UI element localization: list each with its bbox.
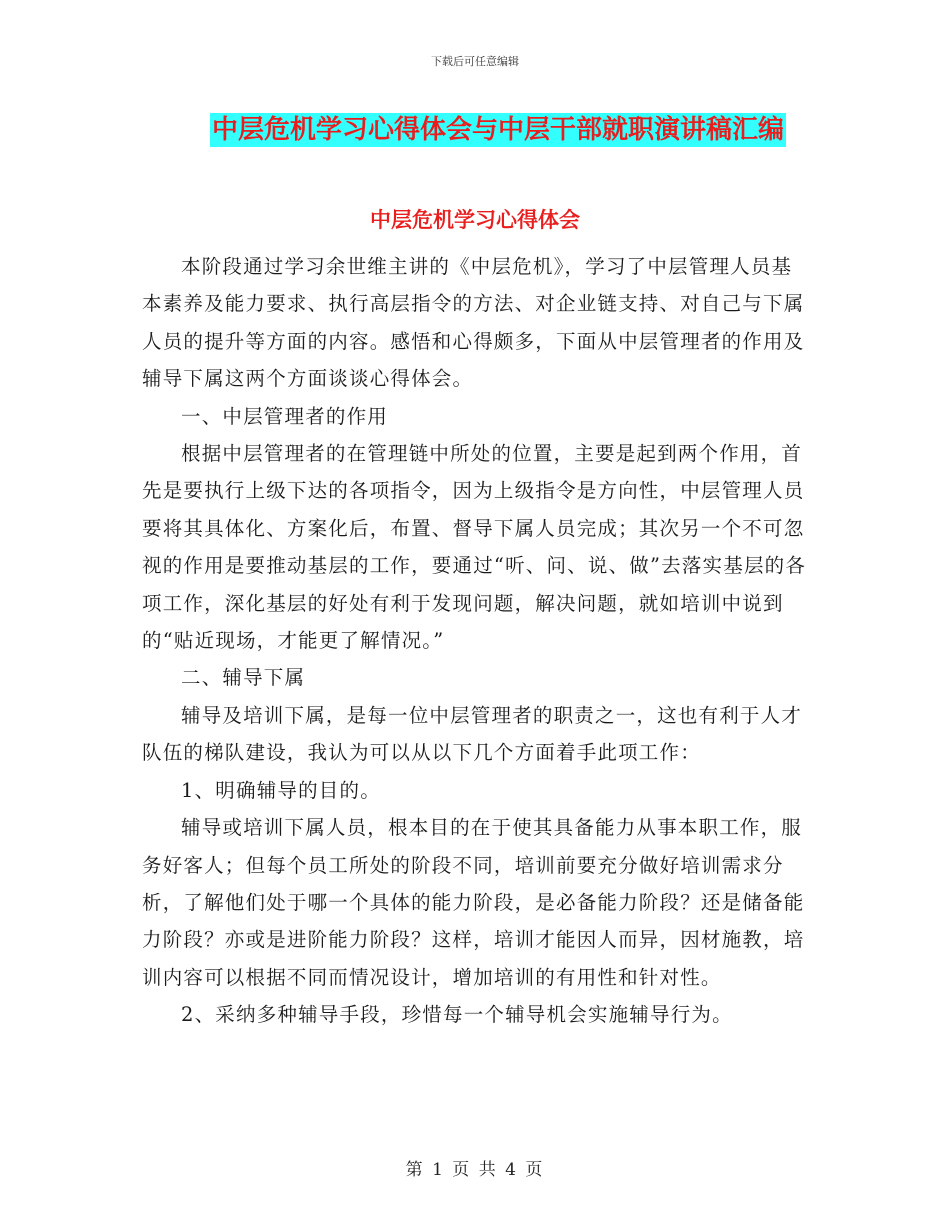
header-note: 下载后可任意编辑 [431, 55, 519, 68]
main-title-container [0, 113, 950, 147]
paragraph-purpose: 辅导或培训下属人员，根本目的在于使其具备能力从事本职工作，服务好客人；但每个员工所处的阶段不同，培训前要充分做好培训需求分析，了解他们处于哪一个具体的能力阶段，是必备能力阶段？还是储备能力阶段？亦或是进阶能力阶段？这样，培训才能因人而异，因材施教，培训内容可以根据不同而情况设计，增加培训的有用性和针对性。 [142, 816, 805, 989]
document-body [142, 248, 810, 1034]
heading-role: 一、中层管理者的作用 [181, 404, 389, 428]
main-title: 中层危机学习心得体会与中层干部就职演讲稿汇编 [211, 115, 784, 145]
section-title: 中层危机学习心得体会 [370, 208, 580, 232]
heading-methods: 2、采纳多种辅导手段，珍惜每一个辅导机会实施辅导行为。 [181, 1003, 733, 1027]
paragraph-intro: 本阶段通过学习余世维主讲的《中层危机》，学习了中层管理人员基本素养及能力要求、执行高层指令的方法、对企业链支持、对自己与下属人员的提升等方面的内容。感悟和心得颇多，下面从中层管理者的作用及辅导下属这两个方面谈谈心得体会。 [142, 255, 805, 391]
paragraph-role: 根据中层管理者的在管理链中所处的位置，主要是起到两个作用，首先是要执行上级下达的各项指令，因为上级指令是方向性，中层管理人员要将其具体化、方案化后，布置、督导下属人员完成；其次另一个不可忽视的作用是要推动基层的工作，要通过“听、问、说、做”去落实基层的各项工作，深化基层的好处有利于发现问题，解决问题，就如培训中说到的“贴近现场，才能更了解情况。” [142, 442, 807, 653]
paragraph-coaching: 辅导及培训下属，是每一位中层管理者的职责之一，这也有利于人才队伍的梯队建设，我认为可以从以下几个方面着手此项工作： [142, 703, 803, 765]
heading-purpose: 1、明确辅导的目的。 [181, 778, 381, 802]
page-footer: 第 1 页 共 4 页 [405, 1160, 545, 1180]
heading-coaching: 二、辅导下属 [181, 666, 306, 690]
